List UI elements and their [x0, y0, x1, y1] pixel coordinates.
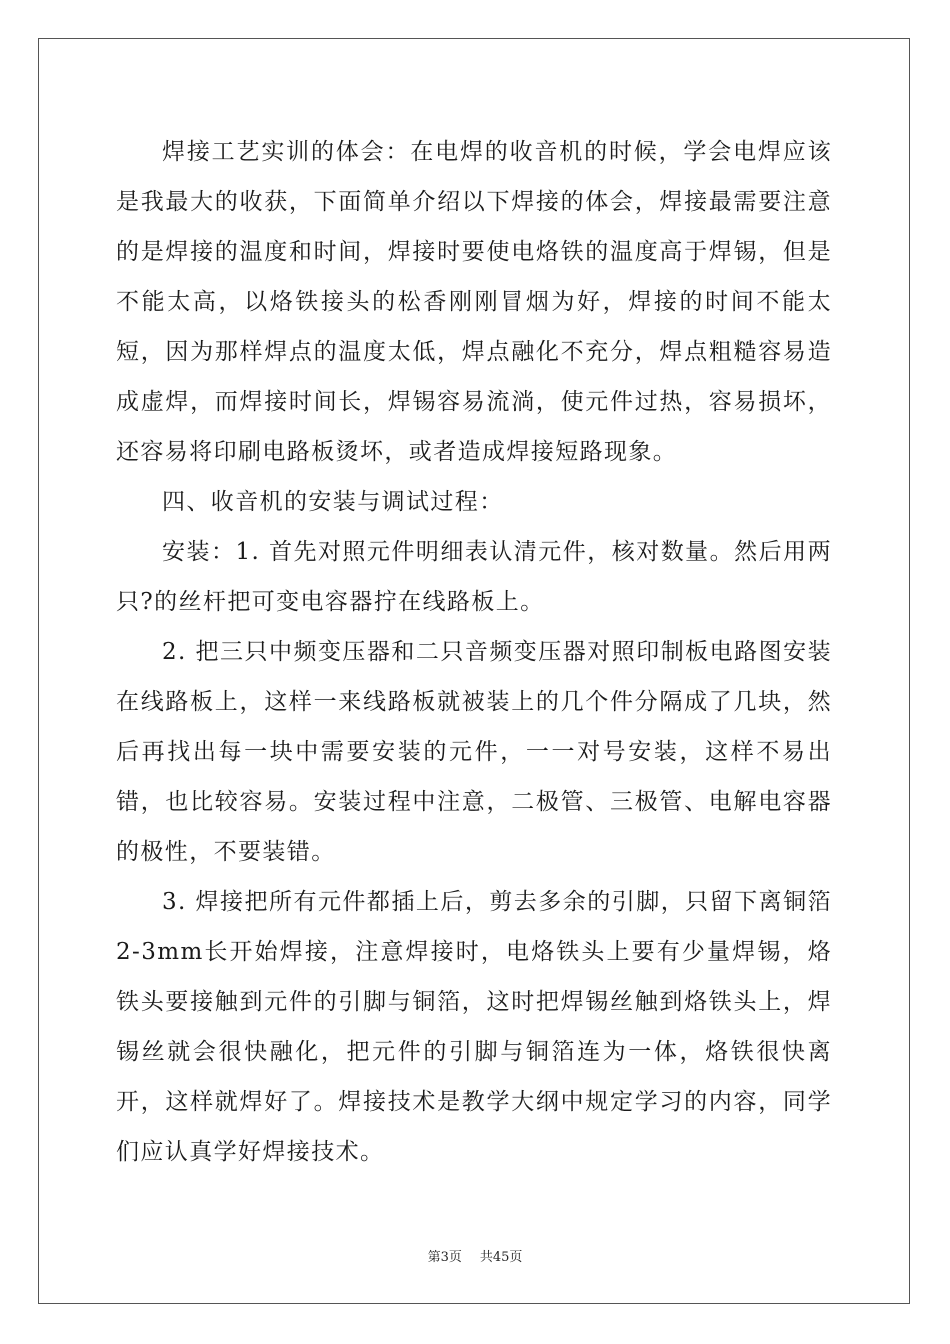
paragraph-install-step-3: 3. 焊接把所有元件都插上后，剪去多余的引脚，只留下离铜箔2-3mm长开始焊接，注意焊接时，电烙铁头上要有少量焊锡，烙铁头要接触到元件的引脚与铜箔，这时把焊锡丝触到烙铁头上，焊锡丝就会很快融化，把元件的引脚与铜箔连为一体，烙铁很快离开，这样就焊好了。焊接技术是教学大纲中规定学习的内容，同学们应认真学好焊接技术。 — [116, 889, 832, 1165]
page-total: 共45页 — [479, 1250, 523, 1265]
paragraph-install-step-1: 安装：1. 首先对照元件明细表认清元件，核对数量。然后用两只?的丝杆把可变电容器拧在线路板上。 — [116, 539, 832, 615]
paragraph-install-step-2: 2. 把三只中频变压器和二只音频变压器对照印制板电路图安装在线路板上，这样一来线路板就被装上的几个件分隔成了几块，然后再找出每一块中需要安装的元件，一一对号安装，这样不易出错，也比较容易。安装过程中注意，二极管、三极管、电解电容器的极性，不要装错。 — [116, 639, 832, 865]
paragraph-soldering-experience: 焊接工艺实训的体会：在电焊的收音机的时候，学会电焊应该是我最大的收获，下面简单介绍以下焊接的体会，焊接最需要注意的是焊接的温度和时间，焊接时要使电烙铁的温度高于焊锡，但是不能太高，以烙铁接头的松香刚刚冒烟为好，焊接的时间不能太短，因为那样焊点的温度太低，焊点融化不充分，焊点粗糙容易造成虚焊，而焊接时间长，焊锡容易流淌，使元件过热，容易损坏，还容易将印刷电路板烫坏，或者造成焊接短路现象。 — [116, 139, 832, 465]
page-footer — [0, 1246, 950, 1265]
page-number: 第3页 — [427, 1250, 462, 1265]
document-body — [116, 127, 832, 1177]
paragraph-section-heading: 四、收音机的安装与调试过程： — [162, 489, 504, 515]
